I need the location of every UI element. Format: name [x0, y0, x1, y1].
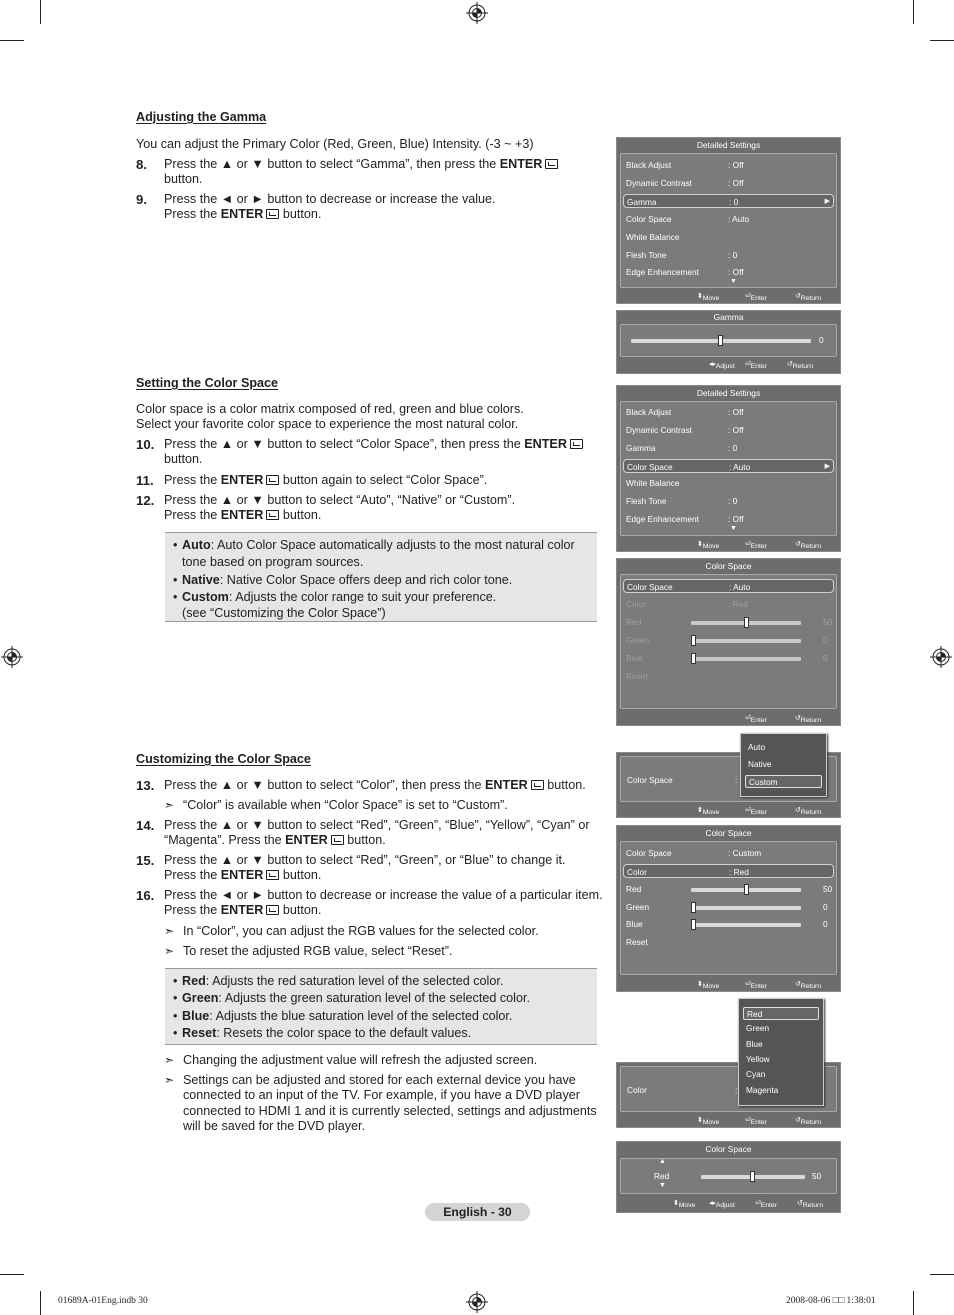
- scroll-down-icon: ▼: [730, 525, 737, 532]
- enter-icon: [266, 510, 279, 520]
- enter-icon: [531, 780, 544, 790]
- color-space-intro-2: Select your favorite color space to experience the most natural color.: [136, 417, 519, 431]
- list-item: [173, 1008, 589, 1025]
- osd-row-color-space[interactable]: [623, 579, 834, 593]
- osd-row-gamma[interactable]: [621, 441, 836, 455]
- osd-row-white-balance[interactable]: [621, 230, 836, 244]
- row-label: Color Space: [626, 848, 672, 858]
- row-label: Gamma: [626, 443, 656, 453]
- note-text: “Color” is available when “Color Space” is set to “Custom”.: [183, 798, 508, 812]
- step-text: Press the ◄ or ► button to decrease or increase the value.: [164, 192, 496, 206]
- row-value: : Red: [728, 599, 748, 609]
- section-heading-color-space: Setting the Color Space: [136, 376, 279, 390]
- osd-row-color-space[interactable]: [621, 212, 836, 226]
- dropdown-label: Color: [627, 1085, 647, 1095]
- dropdown-colon: :: [735, 1085, 738, 1095]
- step-number: 12.: [136, 493, 155, 508]
- step-11: [136, 473, 606, 488]
- row-value: : Off: [728, 178, 744, 188]
- term: Native: [182, 572, 220, 587]
- row-value: 0: [823, 919, 828, 929]
- row-value: : 0: [728, 250, 738, 260]
- osd-footer: [617, 357, 840, 373]
- definition: : Adjusts the green saturation level of the selected color.: [218, 991, 530, 1006]
- definition: : Adjusts the blue saturation level of the selected color.: [209, 1008, 513, 1023]
- osd-color-space-custom: [616, 825, 841, 992]
- green-slider-track: [691, 639, 801, 643]
- row-value: 50: [823, 617, 833, 627]
- step-number: 15.: [136, 853, 155, 868]
- move-hint: ⬍ Move: [673, 1200, 696, 1209]
- return-hint: ↺ Return: [795, 715, 822, 724]
- step-text: Press the ▲ or ▼ button to select “Color Space”, then press the: [164, 437, 525, 451]
- option-blue[interactable]: Blue: [746, 1039, 763, 1049]
- definition: : Adjusts the red saturation level of the selected color.: [205, 974, 504, 988]
- term: Custom: [182, 590, 229, 605]
- row-label: White Balance: [626, 232, 680, 242]
- step-number: 8.: [136, 157, 147, 172]
- osd-color-space-auto: [616, 558, 841, 726]
- step-text: Press the ◄ or ► button to decrease or increase the value of a particular item. Press the: [164, 888, 603, 918]
- osd-row-edge-enhancement[interactable]: [621, 512, 836, 526]
- red-slider-knob[interactable]: [750, 1171, 755, 1182]
- osd-row-white-balance[interactable]: [621, 476, 836, 490]
- enter-icon: [266, 209, 279, 219]
- red-slider-knob[interactable]: [744, 884, 749, 895]
- row-label: Flesh Tone: [626, 496, 667, 506]
- right-arrow-icon: ▶: [824, 463, 830, 470]
- row-value: : Off: [728, 160, 744, 170]
- note-settings: [164, 1073, 609, 1134]
- enter-keyword: ENTER: [285, 833, 328, 848]
- row-label: Reset: [626, 671, 648, 681]
- row-label: Gamma: [627, 197, 657, 207]
- step-number: 10.: [136, 437, 155, 452]
- term: Blue: [182, 1008, 210, 1023]
- osd-row-color[interactable]: [623, 864, 834, 878]
- step-number: 9.: [136, 192, 147, 207]
- color-space-intro-1: Color space is a color matrix composed of red, green and blue colors.: [136, 402, 524, 416]
- step-16: [136, 888, 606, 919]
- step-text: Press the ▲ or ▼ button to select “Color”, then press the: [164, 778, 486, 792]
- osd-title: Detailed Settings: [696, 140, 761, 150]
- osd-title: Gamma: [713, 312, 744, 322]
- registration-mark-icon: [466, 2, 488, 24]
- row-label: Black Adjust: [626, 407, 672, 417]
- page-number-badge: English - 30: [425, 1203, 530, 1221]
- blue-slider-track: [691, 657, 801, 661]
- row-label: Color Space: [627, 582, 673, 592]
- list-item: [173, 990, 589, 1007]
- crop-mark: [40, 0, 41, 24]
- osd-title: Detailed Settings: [696, 388, 761, 398]
- scroll-down-icon: ▼: [730, 278, 737, 285]
- note-16a: [164, 924, 609, 939]
- row-label: Reset: [626, 937, 648, 947]
- enter-keyword: ENTER: [220, 508, 264, 523]
- step-text: Press the: [164, 868, 221, 883]
- crop-mark: [930, 1274, 954, 1275]
- note-16b: [164, 944, 609, 959]
- row-value: : Off: [728, 425, 744, 435]
- adjust-hint: ◂▸ Adjust: [709, 361, 735, 370]
- note-arrow-icon: ➣: [164, 798, 175, 812]
- row-label: Blue: [626, 653, 643, 663]
- osd-row-color-space[interactable]: [621, 846, 836, 860]
- row-label: Red: [626, 617, 642, 627]
- osd-row-edge-enhancement[interactable]: [621, 265, 836, 279]
- osd-row-flesh-tone[interactable]: [621, 494, 836, 508]
- definition: : Native Color Space offers deep and rich color tone.: [219, 572, 513, 587]
- move-hint: ⬍ Move: [697, 1117, 720, 1126]
- osd-menu-panel: [620, 401, 837, 536]
- dropdown-label: Color Space: [627, 775, 673, 785]
- blue-slider-knob: [691, 653, 696, 664]
- row-value: : Auto: [728, 214, 750, 224]
- row-value: : 0: [729, 197, 739, 207]
- osd-slider-panel: [620, 1158, 837, 1194]
- osd-slider-panel: [620, 324, 837, 357]
- note-text: In “Color”, you can adjust the RGB values for the selected color.: [183, 924, 539, 938]
- red-value: 50: [812, 1171, 822, 1181]
- dropdown-colon: :: [735, 775, 738, 785]
- enter-keyword: ENTER: [220, 207, 264, 222]
- return-hint: ↺ Return: [795, 541, 822, 550]
- osd-detailed-settings-color-space: [616, 385, 841, 552]
- crop-mark: [0, 40, 24, 41]
- osd-row-black-adjust[interactable]: [621, 158, 836, 172]
- enter-hint: ⏎ Enter: [745, 361, 767, 370]
- step-text: button.: [543, 778, 586, 792]
- enter-hint: ⏎ Enter: [755, 1200, 777, 1209]
- row-label: Dynamic Contrast: [626, 178, 692, 188]
- list-item: [173, 537, 589, 572]
- osd-title: Color Space: [705, 1144, 752, 1154]
- osd-title: Color Space: [705, 561, 752, 571]
- step-13: [136, 778, 606, 793]
- up-arrow-icon: ▲: [659, 1158, 666, 1165]
- enter-hint: ⏎ Enter: [745, 293, 767, 302]
- row-label: Edge Enhancement: [626, 267, 699, 277]
- registration-mark-icon: [466, 1291, 488, 1313]
- osd-menu-panel: [620, 841, 837, 975]
- note-arrow-icon: ➣: [164, 924, 175, 938]
- row-label: Color Space: [626, 214, 672, 224]
- row-label: Green: [626, 902, 650, 912]
- osd-row-gamma[interactable]: [623, 194, 834, 208]
- osd-menu-panel: [620, 153, 837, 288]
- step-text: Press the: [164, 207, 221, 222]
- osd-footer: [617, 1196, 840, 1212]
- crop-mark: [930, 40, 954, 41]
- row-label: Flesh Tone: [626, 250, 667, 260]
- enter-hint: ⏎ Enter: [745, 981, 767, 990]
- move-hint: ⬍ Move: [697, 807, 720, 816]
- return-hint: ↺ Return: [795, 293, 822, 302]
- osd-row-flesh-tone[interactable]: [621, 248, 836, 262]
- row-label: White Balance: [626, 478, 680, 488]
- osd-footer: [617, 711, 840, 725]
- osd-footer: [617, 289, 840, 303]
- step-text: Press the: [164, 508, 221, 523]
- option-yellow[interactable]: Yellow: [746, 1054, 770, 1064]
- row-value: : Off: [728, 514, 744, 524]
- osd-detailed-settings-gamma: [616, 137, 841, 304]
- list-item: [173, 589, 589, 621]
- step-12: [136, 493, 606, 524]
- option-native[interactable]: Native: [748, 759, 772, 769]
- step-text: button.: [279, 868, 322, 883]
- step-text: button.: [279, 903, 322, 918]
- option-green[interactable]: Green: [746, 1023, 770, 1033]
- enter-icon: [331, 835, 344, 845]
- osd-title: Color Space: [705, 828, 752, 838]
- gamma-slider-knob[interactable]: [718, 335, 723, 346]
- right-arrow-icon: ▶: [824, 198, 830, 205]
- step-number: 16.: [136, 888, 155, 903]
- term: Red: [182, 974, 206, 988]
- color-options-popup: [738, 998, 824, 1106]
- osd-row-dynamic-contrast[interactable]: [621, 423, 836, 437]
- blue-slider-knob[interactable]: [691, 919, 696, 930]
- note-text: Changing the adjustment value will refresh the adjusted screen.: [183, 1053, 538, 1067]
- row-value: : Auto: [729, 582, 751, 592]
- enter-icon: [266, 905, 279, 915]
- row-value: : Off: [728, 407, 744, 417]
- row-value: 0: [823, 902, 828, 912]
- definition: : Adjusts the color range to suit your preference.: [228, 590, 497, 605]
- note-text: To reset the adjusted RGB value, select “Reset”.: [183, 944, 453, 958]
- list-item: [173, 1025, 589, 1042]
- definition: (see “Customizing the Color Space”): [182, 605, 386, 620]
- step-text: button again to select “Color Space”.: [279, 473, 488, 487]
- crop-mark: [0, 1274, 24, 1275]
- green-slider-track[interactable]: [691, 906, 801, 910]
- row-label: Black Adjust: [626, 160, 672, 170]
- step-text: button.: [343, 833, 386, 848]
- enter-keyword: ENTER: [220, 868, 264, 883]
- move-hint: ⬍ Move: [697, 293, 720, 302]
- row-value: : Custom: [728, 848, 762, 858]
- definition: : Auto Color Space automatically adjusts to the most natural color tone based on program sources.: [182, 538, 575, 570]
- footer-date: 2008-08-06 □□ 1:38:01: [786, 1296, 876, 1306]
- move-hint: ⬍ Move: [697, 981, 720, 990]
- gamma-intro: You can adjust the Primary Color (Red, Green, Blue) Intensity. (-3 ~ +3): [136, 137, 534, 151]
- osd-footer: [617, 1113, 840, 1127]
- step-8: [136, 157, 606, 188]
- osd-row-color-space[interactable]: [623, 459, 834, 473]
- enter-keyword: ENTER: [499, 157, 543, 171]
- option-cyan[interactable]: Cyan: [746, 1069, 766, 1079]
- row-value: 0: [823, 653, 828, 663]
- step-number: 11.: [136, 473, 154, 488]
- row-value: : Auto: [729, 462, 751, 472]
- osd-row-reset: [621, 669, 836, 683]
- term: Auto: [182, 538, 211, 552]
- red-slider-knob: [744, 617, 749, 628]
- osd-gamma-slider: [616, 310, 841, 374]
- return-hint: ↺ Return: [797, 1200, 824, 1209]
- color-space-options-popup: [740, 733, 827, 797]
- row-label: Dynamic Contrast: [626, 425, 692, 435]
- step-9: [136, 192, 606, 223]
- enter-icon: [570, 439, 583, 449]
- step-text: button.: [279, 508, 322, 523]
- row-label: Red: [626, 884, 642, 894]
- note-arrow-icon: ➣: [164, 1073, 175, 1087]
- osd-row-black-adjust[interactable]: [621, 405, 836, 419]
- enter-keyword: ENTER: [485, 778, 528, 792]
- row-label: Color Space: [627, 462, 673, 472]
- registration-mark-icon: [930, 646, 952, 668]
- rgb-options-box: [165, 968, 597, 1045]
- step-text: Press the ▲ or ▼ button to select “Auto”, “Native” or “Custom”.: [164, 493, 516, 507]
- step-text: button.: [164, 452, 203, 467]
- option-custom[interactable]: Custom: [745, 775, 822, 788]
- enter-keyword: ENTER: [220, 903, 264, 918]
- osd-footer: [617, 803, 840, 817]
- return-hint: ↺ Return: [795, 1117, 822, 1126]
- enter-keyword: ENTER: [220, 473, 264, 487]
- adjust-hint: ◂▸ Adjust: [709, 1200, 735, 1209]
- crop-mark: [913, 0, 914, 24]
- enter-hint: ⏎ Enter: [745, 1117, 767, 1126]
- return-hint: ↺ Return: [795, 981, 822, 990]
- blue-slider-track[interactable]: [691, 923, 801, 927]
- option-auto[interactable]: Auto: [748, 742, 766, 752]
- section-heading-gamma: Adjusting the Gamma: [136, 110, 267, 124]
- row-label: Color: [626, 599, 646, 609]
- term: Reset: [182, 1026, 217, 1041]
- step-text: button.: [279, 207, 322, 222]
- row-value: : 0: [728, 496, 738, 506]
- step-text: Press the ▲ or ▼ button to select “Red”, “Green”, or “Blue” to change it.: [164, 853, 566, 867]
- step-number: 14.: [136, 818, 155, 833]
- gamma-value: 0: [819, 335, 824, 345]
- row-value: 0: [823, 635, 828, 645]
- green-slider-knob[interactable]: [691, 902, 696, 913]
- step-text: Press the ▲ or ▼ button to select “Gamma”, then press the: [164, 157, 500, 171]
- row-label: Blue: [626, 919, 643, 929]
- note-13: [164, 798, 609, 813]
- crop-mark: [913, 1291, 914, 1315]
- footer-file: 01689A-01Eng.indb 30: [58, 1296, 148, 1306]
- note-text: Settings can be adjusted and stored for each external device you have connected to an input of the TV. For example, if you have a DVD player connected to HDMI 1 and it is currently selected, settings and adjustments will be saved for the DVD player.: [183, 1073, 597, 1133]
- note-arrow-icon: ➣: [164, 944, 175, 958]
- enter-icon: [545, 159, 558, 169]
- step-15: [136, 853, 606, 884]
- osd-row-dynamic-contrast[interactable]: [621, 176, 836, 190]
- option-red[interactable]: Red: [743, 1007, 819, 1020]
- row-label: Green: [626, 635, 650, 645]
- list-item: [173, 572, 589, 589]
- row-value: : 0: [728, 443, 738, 453]
- definition: : Resets the color space to the default values.: [216, 1026, 472, 1041]
- crop-mark: [40, 1291, 41, 1315]
- enter-keyword: ENTER: [524, 437, 567, 451]
- row-label: Edge Enhancement: [626, 514, 699, 524]
- osd-footer: [617, 977, 840, 991]
- step-14: [136, 818, 606, 849]
- note-refresh: [164, 1053, 609, 1068]
- step-text: button.: [164, 172, 203, 187]
- enter-icon: [266, 870, 279, 880]
- row-value: : Red: [729, 867, 749, 877]
- section-heading-customizing: Customizing the Color Space: [136, 752, 311, 766]
- move-hint: ⬍ Move: [697, 541, 720, 550]
- row-value: : Off: [728, 267, 744, 277]
- osd-footer: [617, 537, 840, 551]
- green-slider-knob: [691, 635, 696, 646]
- term: Green: [182, 991, 219, 1006]
- list-item: [173, 973, 589, 990]
- osd-menu-panel: [620, 574, 837, 709]
- step-10: [136, 437, 606, 468]
- registration-mark-icon: [1, 646, 23, 668]
- return-hint: ↺ Return: [787, 361, 814, 370]
- color-space-options-box: [165, 532, 597, 622]
- step-number: 13.: [136, 778, 155, 793]
- step-text: Press the: [164, 473, 221, 487]
- return-hint: ↺ Return: [795, 807, 822, 816]
- enter-hint: ⏎ Enter: [745, 715, 767, 724]
- step-text: Press the ▲ or ▼ button to select “Red”, “Green”, “Blue”, “Yellow”, “Cyan” or “Magenta”. Press the: [164, 818, 590, 848]
- slider-label: Red: [654, 1171, 670, 1181]
- note-arrow-icon: ➣: [164, 1053, 175, 1067]
- down-arrow-icon: ▼: [659, 1182, 666, 1189]
- enter-icon: [266, 475, 279, 485]
- row-value: 50: [823, 884, 833, 894]
- osd-red-adjust: [616, 1141, 841, 1213]
- osd-row-color: [621, 597, 836, 611]
- enter-hint: ⏎ Enter: [745, 541, 767, 550]
- option-magenta[interactable]: Magenta: [746, 1085, 779, 1095]
- enter-hint: ⏎ Enter: [745, 807, 767, 816]
- osd-row-reset[interactable]: [621, 935, 836, 949]
- row-label: Color: [627, 867, 647, 877]
